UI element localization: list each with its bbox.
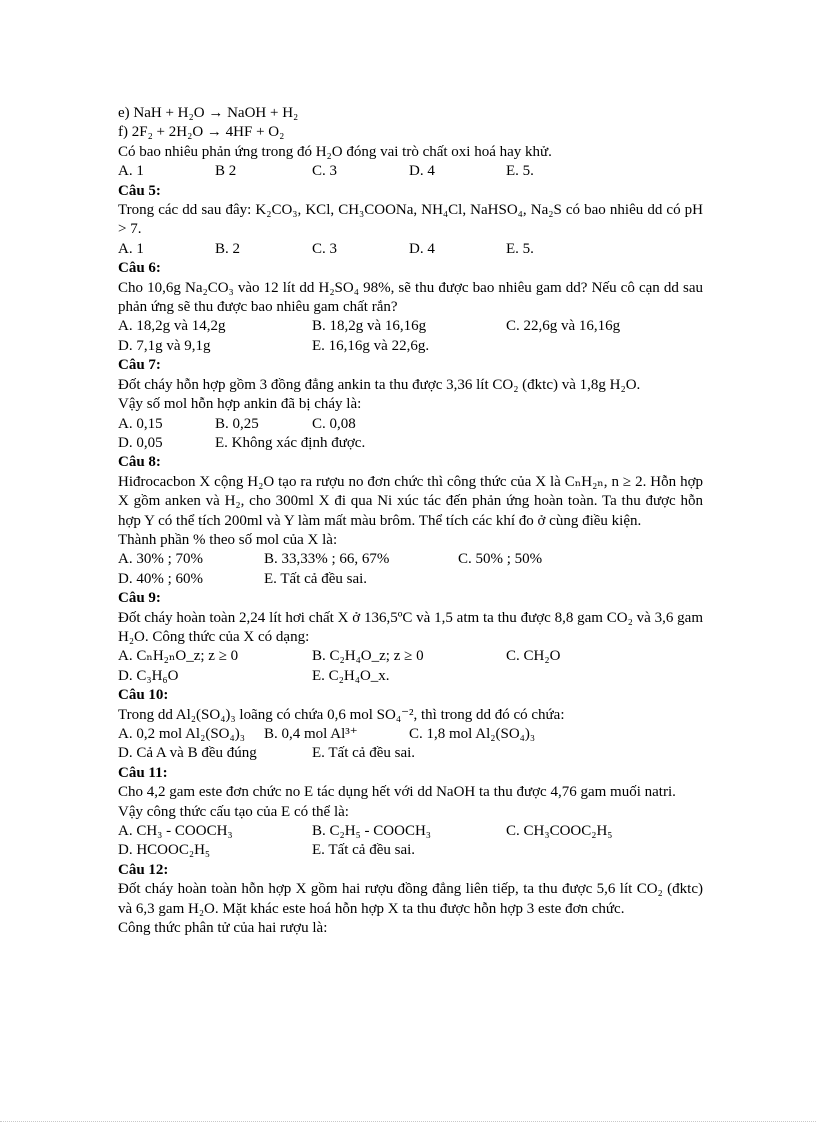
option-e: E. 16,16g và 22,6g. (312, 337, 430, 354)
option-e: E. 5. (506, 163, 534, 180)
option-row (118, 162, 703, 181)
question-5-text: Trong các dd sau đây: K₂CO₃, KCl, CH₃COONa, NH₄Cl, NaHSO₄, Na₂S có bao nhiêu dd có pH > 7. (118, 202, 703, 238)
option-a: A. 18,2g và 14,2g (118, 318, 226, 335)
option-row (118, 725, 703, 744)
option-b: B. C₂H₄O_z; z ≥ 0 (312, 648, 424, 665)
option-e: E. C₂H₄O_x. (312, 667, 390, 684)
option-d: D. HCOOC₂H₅ (118, 842, 211, 859)
option-d: D. 4 (409, 163, 435, 180)
option-c: C. 3 (312, 240, 338, 257)
question-12-prompt: Công thức phân tử của hai rượu là: (118, 920, 328, 937)
option-d: D. 0,05 (118, 434, 163, 451)
question-9-title: Câu 9: (118, 590, 161, 607)
option-a: A. 0,15 (118, 415, 163, 432)
option-b: B. 0,25 (215, 415, 259, 432)
question-11-prompt: Vậy công thức cấu tạo của E có thể là: (118, 803, 349, 820)
question-8-prompt: Thành phần % theo số mol của X là: (118, 531, 338, 548)
option-row (118, 822, 703, 841)
option-c: C. 22,6g và 16,16g (506, 318, 621, 335)
document-page (118, 104, 703, 938)
question-6-title: Câu 6: (118, 260, 161, 277)
option-row (118, 240, 703, 259)
option-row (118, 667, 703, 686)
reaction-e: e) NaH + H₂O → NaOH + H₂ (118, 105, 299, 121)
question-12-title: Câu 12: (118, 861, 169, 878)
option-c: C. CH₃COOC₂H₅ (506, 823, 613, 840)
reaction-f: f) 2F₂ + 2H₂O → 4HF + O₂ (118, 124, 285, 141)
question-11-text: Cho 4,2 gam este đơn chức no E tác dụng hết với dd NaOH ta thu được 4,76 gam muối natri. (118, 784, 676, 801)
option-d: D. 4 (409, 240, 435, 257)
option-row (118, 841, 703, 860)
option-a: A. CₙH₂ₙO_z; z ≥ 0 (118, 648, 239, 665)
option-row (118, 570, 703, 589)
option-b: B. 0,4 mol Al³⁺ (264, 726, 358, 742)
option-d: D. C₃H₆O (118, 667, 179, 684)
option-b: B 2 (215, 163, 237, 180)
option-row (118, 317, 703, 336)
option-a: A. 30% ; 70% (118, 551, 203, 568)
option-b: B. 18,2g và 16,16g (312, 318, 427, 335)
option-b: B. 33,33% ; 66, 67% (264, 551, 390, 568)
option-row (118, 434, 703, 453)
option-b: B. 2 (215, 240, 241, 257)
question-text: Có bao nhiêu phản ứng trong đó H₂O đóng vai trò chất oxi hoá hay khử. (118, 143, 552, 160)
option-d: D. 40% ; 60% (118, 570, 203, 587)
question-8-title: Câu 8: (118, 454, 161, 471)
question-12-text: Đốt cháy hoàn toàn hỗn hợp X gồm hai rượu đồng đẳng liên tiếp, ta thu được 5,6 lít CO₂ (đktc) và 6,3 gam H₂O. Mặt khác este hoá hỗn hợp X ta thu được hỗn hợp 3 este đơn chức. (118, 881, 703, 917)
option-c: C. 0,08 (312, 415, 356, 432)
question-7-title: Câu 7: (118, 357, 161, 374)
option-d: D. 7,1g và 9,1g (118, 337, 211, 354)
option-c: C. 50% ; 50% (458, 551, 543, 568)
page-bottom-border (0, 1121, 816, 1122)
question-5-title: Câu 5: (118, 182, 161, 199)
option-c: C. 3 (312, 163, 338, 180)
option-row (118, 337, 703, 356)
option-a: A. CH₃ - COOCH₃ (118, 823, 233, 840)
option-e: E. Tất cả đều sai. (312, 745, 416, 762)
question-7-text: Đốt cháy hỗn hợp gồm 3 đồng đẳng ankin ta thu được 3,36 lít CO₂ (đktc) và 1,8g H₂O. (118, 376, 641, 393)
option-row (118, 744, 703, 763)
option-row (118, 415, 703, 434)
option-a: A. 1 (118, 240, 144, 257)
option-c: C. CH₂O (506, 648, 561, 665)
question-6-text: Cho 10,6g Na₂CO₃ vào 12 lít dd H₂SO₄ 98%, sẽ thu được bao nhiêu gam dd? Nếu cô cạn dd sau phản ứng sẽ thu được bao nhiêu gam chất rắn? (118, 279, 703, 316)
option-e: E. 5. (506, 240, 534, 257)
option-a: A. 1 (118, 163, 144, 180)
option-e: E. Tất cả đều sai. (312, 842, 416, 859)
question-11-title: Câu 11: (118, 764, 168, 781)
question-7-prompt: Vậy số mol hỗn hợp ankin đã bị cháy là: (118, 396, 362, 413)
option-a: A. 0,2 mol Al₂(SO₄)₃ (118, 726, 245, 742)
question-9-text: Đốt cháy hoàn toàn 2,24 lít hơi chất X ở 136,5ºC và 1,5 atm ta thu được 8,8 gam CO₂ và 3,6 gam H₂O. Công thức của X có dạng: (118, 609, 703, 645)
option-row (118, 550, 703, 569)
question-10-text: Trong dd Al₂(SO₄)₃ loãng có chứa 0,6 mol SO₄⁻², thì trong dd đó có chứa: (118, 706, 565, 723)
option-e: E. Không xác định được. (215, 434, 366, 451)
question-8-text: Hiđrocacbon X cộng H₂O tạo ra rượu no đơn chức thì công thức của X là CₙH₂ₙ, n ≥ 2. Hỗn hợp X gồm anken và H₂, cho 300ml X đi qua Ni xúc tác đến phản ứng hoàn toàn. Ta thu được hỗn hợp Y có thể tích 200ml và Y làm mất màu brôm. Thể tích các khí đo ở cùng điều kiện. (118, 473, 703, 529)
option-d: D. Cả A và B đều đúng (118, 745, 257, 762)
option-b: B. C₂H₅ - COOCH₃ (312, 823, 432, 840)
option-row (118, 647, 703, 666)
option-c: C. 1,8 mol Al₂(SO₄)₃ (409, 726, 536, 742)
question-10-title: Câu 10: (118, 687, 169, 704)
option-e: E. Tất cả đều sai. (264, 570, 368, 587)
